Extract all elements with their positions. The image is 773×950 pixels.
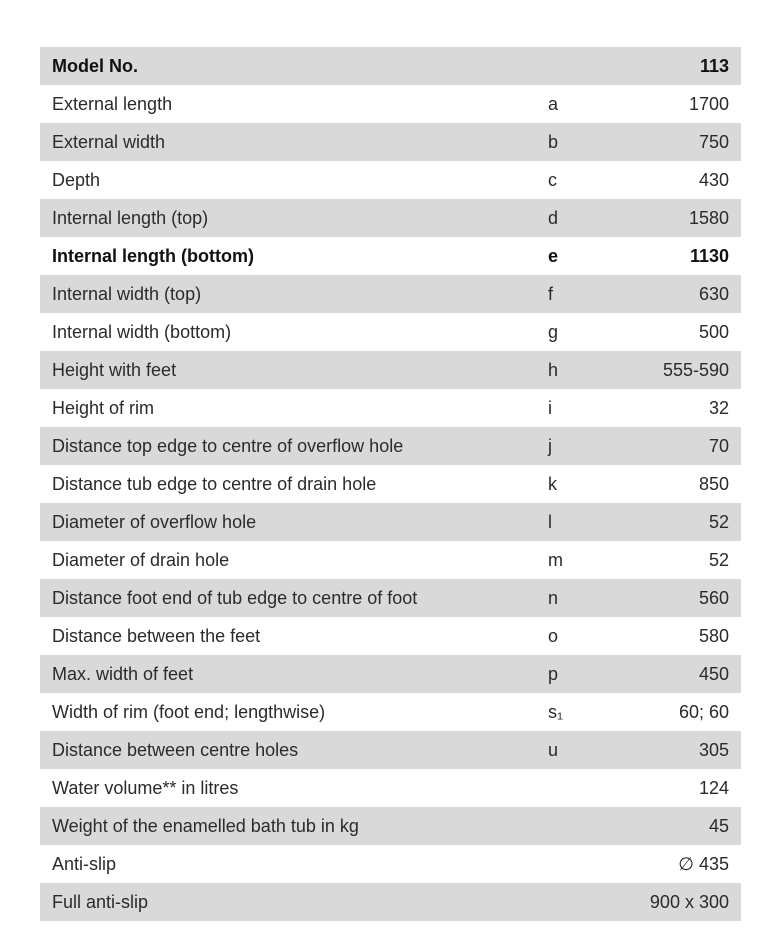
table-row [40,541,741,579]
row-value: 555-590 [662,359,729,380]
header-model-value: 113 [699,55,729,76]
row-value: 630 [698,283,729,304]
row-value: 450 [698,663,729,684]
row-value: 1130 [689,245,729,266]
row-value: 70 [708,435,729,456]
row-label: Internal length (bottom) [52,245,254,266]
row-symbol: f [548,283,554,304]
row-value: 900 x 300 [649,891,729,912]
row-value: 124 [698,777,729,798]
row-value: 560 [698,587,729,608]
row-value: 1580 [688,207,729,228]
row-value: 850 [698,473,729,494]
table-row [40,123,741,161]
row-symbol: s₁ [548,701,564,722]
row-value: 52 [708,549,729,570]
table-header-row [40,47,741,85]
row-value: 430 [698,169,729,190]
row-symbol: p [548,663,559,684]
spec-table [40,47,741,921]
row-symbol: g [548,321,559,342]
row-label: Distance foot end of tub edge to centre of foot [52,587,418,608]
table-row [40,389,741,427]
row-value: 1700 [688,93,729,114]
row-label: Max. width of feet [52,663,194,684]
table-row [40,579,741,617]
row-label: Internal length (top) [52,207,209,228]
table-row [40,237,741,275]
row-label: Depth [52,169,101,190]
row-label: Height of rim [52,397,155,418]
table-row [40,85,741,123]
row-label: External length [52,93,173,114]
row-label: External width [52,131,166,152]
row-symbol: d [548,207,559,228]
table-body [40,85,741,921]
table-row [40,617,741,655]
row-label: Diameter of overflow hole [52,511,257,532]
row-symbol: a [548,93,559,114]
row-value: 500 [698,321,729,342]
row-symbol: u [548,739,559,760]
row-label: Internal width (top) [52,283,202,304]
row-symbol: k [548,473,557,494]
table-row [40,313,741,351]
row-label: Water volume** in litres [52,777,239,798]
row-value: 52 [708,511,729,532]
row-label: Distance top edge to centre of overflow hole [52,435,404,456]
row-symbol: e [548,245,559,266]
row-value: 305 [698,739,729,760]
row-label: Width of rim (foot end; lengthwise) [52,701,326,722]
row-symbol: h [548,359,559,380]
row-symbol: l [548,511,552,532]
row-symbol: c [548,169,557,190]
row-label: Distance between the feet [52,625,261,646]
row-symbol: o [548,625,559,646]
table-row [40,845,741,883]
table-row [40,199,741,237]
row-value: 750 [698,131,729,152]
row-value: 60; 60 [678,701,729,722]
table-row [40,807,741,845]
row-label: Weight of the enamelled bath tub in kg [52,815,359,836]
table-row [40,161,741,199]
row-symbol: b [548,131,559,152]
row-symbol: n [548,587,559,608]
header-label: Model No. [52,55,138,76]
table-row [40,275,741,313]
row-symbol: m [548,549,563,570]
table-row [40,693,741,731]
row-symbol: j [548,435,552,456]
table-row [40,883,741,921]
row-label: Internal width (bottom) [52,321,232,342]
row-label: Full anti-slip [52,891,149,912]
row-label: Distance tub edge to centre of drain hole [52,473,377,494]
row-label: Distance between centre holes [52,739,299,760]
table-row [40,427,741,465]
table-row [40,731,741,769]
row-value: 580 [698,625,729,646]
row-value: 45 [708,815,729,836]
row-symbol: i [548,397,552,418]
table-row [40,351,741,389]
table-row [40,503,741,541]
table-row [40,465,741,503]
row-label: Diameter of drain hole [52,549,230,570]
row-value: ∅ 435 [678,853,729,874]
table-row [40,769,741,807]
table-row [40,655,741,693]
row-label: Height with feet [52,359,177,380]
row-label: Anti-slip [52,853,117,874]
row-value: 32 [708,397,729,418]
